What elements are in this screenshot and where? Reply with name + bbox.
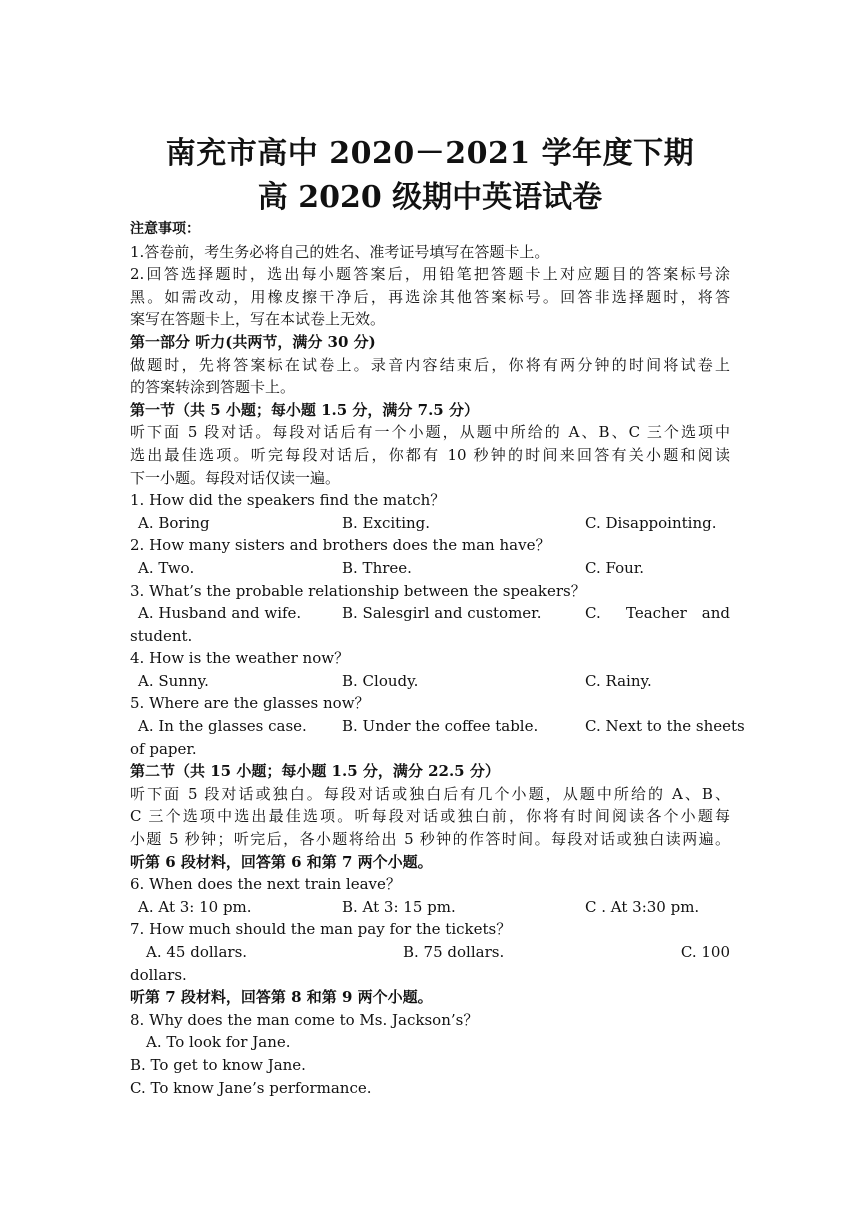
part1-heading: 第一部分 听力(共两节，满分 30 分) <box>130 332 376 351</box>
option-b: B. Cloudy. <box>342 671 419 690</box>
question-4-stem: 4. How is the weather now？ <box>130 649 350 668</box>
section1-intro-line2: 选出最佳选项。听完每段对话后，你都有 10 秒钟的时间来回答有关小题和阅读 <box>130 445 730 464</box>
section2-intro-line2: C 三个选项中选出最佳选项。听每段对话或独白前，你将有时间阅读各个小题每 <box>130 807 730 826</box>
option-c: C . At 3:30 pm. <box>585 897 700 916</box>
question-5-options <box>130 715 745 738</box>
option-c: C. Four. <box>585 558 645 577</box>
option-c-label: C. <box>585 604 601 623</box>
section2-intro-line1: 听下面 5 段对话或独白。每段对话或独白后有几个小题，从题中所给的 A、B、 <box>130 784 730 803</box>
section1-intro-line1: 听下面 5 段对话。每段对话后有一个小题，从题中所给的 A、B、C 三个选项中 <box>130 423 730 442</box>
section2-heading: 第二节（共 15 小题；每小题 1.5 分，满分 22.5 分） <box>130 762 500 781</box>
option-a: A. At 3: 10 pm. <box>138 897 252 916</box>
question-1-stem: 1. How did the speakers find the match？ <box>130 491 446 510</box>
part1-intro-line2: 的答案转涂到答题卡上。 <box>130 378 296 397</box>
option-a: A. To look for Jane. <box>146 1033 291 1052</box>
question-2-stem: 2. How many sisters and brothers does the man have？ <box>130 536 551 555</box>
option-c: C. Disappointing. <box>585 513 717 532</box>
notice-item-2-line3: 案写在答题卡上，写在本试卷上无效。 <box>130 310 386 329</box>
notice-item-2-line1: 2.回答选择题时，选出每小题答案后，用铅笔把答题卡上对应题目的答案标号涂 <box>130 265 730 284</box>
question-5-stem: 5. Where are the glasses now？ <box>130 694 370 713</box>
option-c: C. Next to the sheets <box>585 717 745 736</box>
option-c-wrap: student. <box>130 626 193 645</box>
question-6-options <box>130 896 730 919</box>
option-a: A. Husband and wife. <box>138 604 302 623</box>
option-a: A. Boring <box>138 513 210 532</box>
section1-intro-line3: 下一小题。每段对话仅读一遍。 <box>130 468 341 487</box>
question-6-stem: 6. When does the next train leave？ <box>130 875 401 894</box>
material-7-heading: 听第 7 段材料，回答第 8 和第 9 两个小题。 <box>130 988 433 1007</box>
option-b: B. Three. <box>342 558 412 577</box>
option-b: B. Salesgirl and customer. <box>342 604 542 623</box>
option-c-wrap: of paper. <box>130 739 197 758</box>
option-b: B. Under the coffee table. <box>342 717 539 736</box>
option-a: A. Sunny. <box>138 671 209 690</box>
section2-intro-line3: 小题 5 秒钟；听完后，各小题将给出 5 秒钟的作答时间。每段对话或独白读两遍。 <box>130 830 730 849</box>
question-3-stem: 3. What’s the probable relationship between the speakers？ <box>130 581 586 600</box>
option-c: C. Rainy. <box>585 671 652 690</box>
option-c-wrap: dollars. <box>130 965 187 984</box>
exam-title-line1: 南充市高中 2020－2021 学年度下期 <box>165 136 695 171</box>
option-b: B. To get to know Jane. <box>130 1055 306 1074</box>
question-3-options <box>130 602 730 625</box>
section1-heading: 第一节（共 5 小题；每小题 1.5 分，满分 7.5 分） <box>130 400 479 419</box>
question-2-options <box>130 557 730 580</box>
question-8-stem: 8. Why does the man come to Ms. Jackson’s？ <box>130 1010 479 1029</box>
option-a: A. Two. <box>138 558 195 577</box>
question-7-stem: 7. How much should the man pay for the tickets？ <box>130 920 512 939</box>
option-b: B. 75 dollars. <box>403 943 505 961</box>
question-4-options <box>130 670 730 693</box>
notice-item-2-line2: 黑。如需改动，用橡皮擦干净后，再选涂其他答案标号。回答非选择题时，将答 <box>130 287 730 306</box>
notice-item-1: 1.答卷前，考生务必将自己的姓名、准考证号填写在答题卡上。 <box>130 242 550 261</box>
option-a: A. 45 dollars. <box>146 943 248 961</box>
option-b: B. At 3: 15 pm. <box>342 897 456 916</box>
option-b: B. Exciting. <box>342 513 431 532</box>
option-c-word2: and <box>701 604 730 623</box>
part1-intro-line1: 做题时，先将答案标在试卷上。录音内容结束后，你将有两分钟的时间将试卷上 <box>130 355 730 374</box>
question-1-options <box>130 512 730 535</box>
exam-title-line2: 高 2020 级期中英语试卷 <box>257 180 603 215</box>
option-c: C. To know Jane’s performance. <box>130 1078 372 1097</box>
notice-heading: 注意事项： <box>130 221 200 237</box>
option-c-word1: Teacher <box>626 604 687 623</box>
question-7-options <box>130 941 730 964</box>
material-6-heading: 听第 6 段材料，回答第 6 和第 7 两个小题。 <box>130 852 433 871</box>
option-c: C. 100 <box>680 943 730 961</box>
option-a: A. In the glasses case. <box>138 717 307 736</box>
exam-body <box>130 218 745 1099</box>
